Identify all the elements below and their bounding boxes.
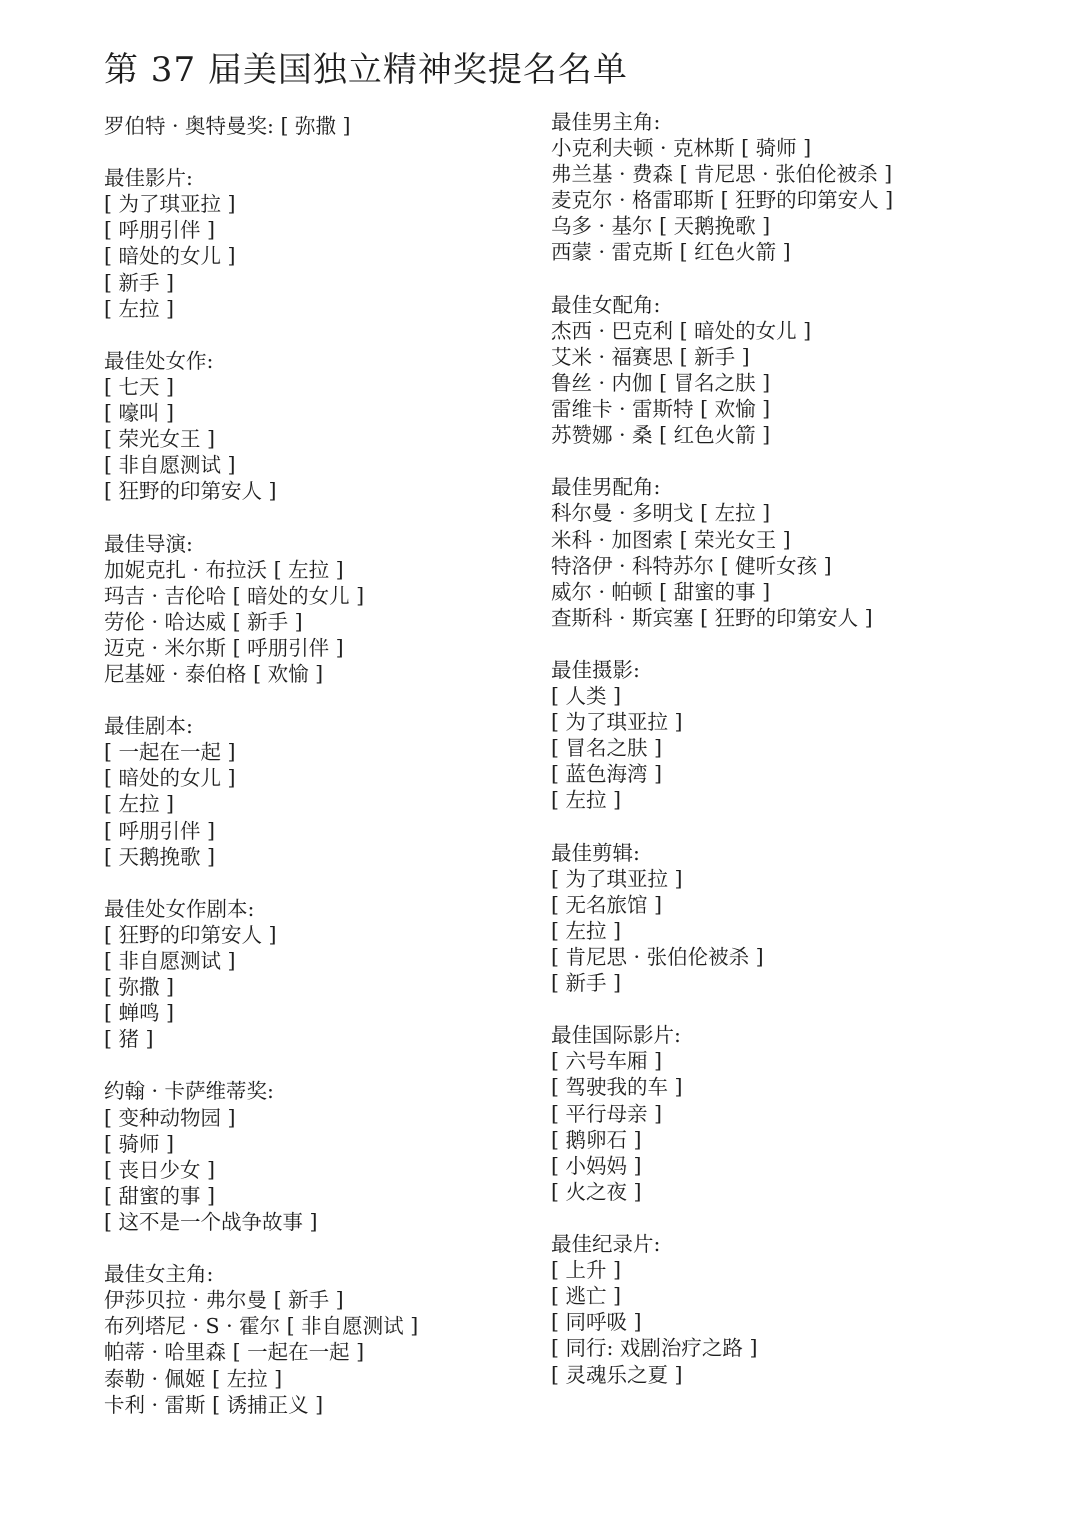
- category-heading: 最佳国际影片:: [551, 1023, 681, 1048]
- nominee-entry: [ 为了琪亚拉 ]: [551, 710, 683, 735]
- nominee-entry: [ 变种动物园 ]: [104, 1105, 236, 1130]
- nominee-entry: [ 新手 ]: [104, 270, 175, 295]
- nominee-entry: [ 呼朋引伴 ]: [104, 818, 216, 843]
- nominee-entry: [ 蝉鸣 ]: [104, 1001, 175, 1026]
- award-category: [551, 1022, 991, 1205]
- nominee-entry: [ 小妈妈 ]: [551, 1153, 642, 1178]
- nominee-entry: [ 左拉 ]: [551, 918, 622, 943]
- nominee-entry: 杰西 · 巴克利 [ 暗处的女儿 ]: [551, 318, 812, 343]
- nominee-entry: [ 逃亡 ]: [551, 1284, 622, 1309]
- section-spacer: [551, 814, 991, 840]
- nominee-entry: 弗兰基 · 费森 [ 肯尼思 · 张伯伦被杀 ]: [551, 162, 893, 187]
- nominee-entry: [ 非自愿测试 ]: [104, 949, 236, 973]
- nominee-entry: [ 弥撒 ]: [104, 975, 175, 1000]
- nominee-entry: [ 六号车厢 ]: [551, 1049, 663, 1074]
- category-heading: 最佳女配角:: [551, 292, 661, 317]
- nominee-entry: 泰勒 · 佩姬 [ 左拉 ]: [104, 1366, 283, 1391]
- category-heading: 最佳处女作剧本:: [104, 896, 255, 921]
- nominee-entry: [ 丧日少女 ]: [104, 1157, 216, 1182]
- nominee-entry: [ 上升 ]: [551, 1258, 622, 1283]
- section-spacer: [551, 266, 991, 292]
- nominee-entry: 特洛伊 · 科特苏尔 [ 健听女孩 ]: [551, 553, 832, 578]
- award-category: [104, 531, 544, 688]
- category-heading: 最佳影片:: [104, 166, 193, 191]
- section-spacer: [104, 139, 544, 165]
- nominee-entry: [ 暗处的女儿 ]: [104, 766, 236, 791]
- award-category: [551, 109, 991, 266]
- nominee-entry: 尼基娅 · 泰伯格 [ 欢愉 ]: [104, 661, 324, 686]
- award-category: [104, 348, 544, 505]
- nominee-entry: [ 鹅卵石 ]: [551, 1127, 642, 1152]
- nominee-entry: [ 左拉 ]: [104, 792, 175, 817]
- nominee-entry: [ 嚎叫 ]: [104, 401, 175, 426]
- nominee-entry: 西蒙 · 雷克斯 [ 红色火箭 ]: [551, 240, 791, 265]
- section-spacer: [551, 631, 991, 657]
- category-heading: 最佳处女作:: [104, 348, 214, 373]
- nominee-entry: [ 天鹅挽歌 ]: [104, 844, 216, 869]
- nominee-entry: 帕蒂 · 哈里森 [ 一起在一起 ]: [104, 1340, 365, 1365]
- section-spacer: [104, 322, 544, 348]
- nominee-entry: [ 同行: 戏剧治疗之路 ]: [551, 1336, 758, 1361]
- section-spacer: [104, 504, 544, 530]
- category-heading: 罗伯特 · 奥特曼奖: [ 弥撒 ]: [104, 114, 351, 138]
- page-title: 第 37 届美国独立精神奖提名名单: [104, 50, 628, 90]
- award-category: [104, 896, 544, 1053]
- nominee-entry: [ 同呼吸 ]: [551, 1310, 642, 1335]
- category-heading: 约翰 · 卡萨维蒂奖:: [104, 1079, 274, 1104]
- nominee-entry: [ 暗处的女儿 ]: [104, 244, 236, 269]
- category-heading: 最佳男配角:: [551, 475, 661, 500]
- nominee-entry: [ 骑师 ]: [104, 1131, 175, 1156]
- nominee-entry: 伊莎贝拉 · 弗尔曼 [ 新手 ]: [104, 1288, 344, 1313]
- category-heading: 最佳女主角:: [104, 1262, 214, 1287]
- nominee-entry: 鲁丝 · 内伽 [ 冒名之肤 ]: [551, 370, 771, 395]
- nominee-entry: [ 呼朋引伴 ]: [104, 218, 216, 243]
- section-spacer: [551, 1205, 991, 1231]
- nominee-entry: [ 灵魂乐之夏 ]: [551, 1362, 683, 1387]
- award-category: [551, 292, 991, 449]
- nominee-entry: 科尔曼 · 多明戈 [ 左拉 ]: [551, 501, 771, 526]
- nominee-entry: 布列塔尼 · S · 霍尔 [ 非自愿测试 ]: [104, 1314, 419, 1339]
- nominee-entry: 雷维卡 · 雷斯特 [ 欢愉 ]: [551, 397, 771, 422]
- nominee-entry: 查斯科 · 斯宾塞 [ 狂野的印第安人 ]: [551, 605, 873, 630]
- nominee-entry: 艾米 · 福赛思 [ 新手 ]: [551, 344, 750, 369]
- award-category: [551, 1231, 991, 1388]
- nominee-entry: 卡利 · 雷斯 [ 诱捕正义 ]: [104, 1392, 324, 1417]
- nominee-entry: [ 非自愿测试 ]: [104, 453, 236, 478]
- nominee-entry: [ 狂野的印第安人 ]: [104, 922, 277, 947]
- nominee-entry: 米科 · 加图索 [ 荣光女王 ]: [551, 527, 791, 552]
- nominee-entry: [ 蓝色海湾 ]: [551, 762, 663, 787]
- award-category: [104, 113, 544, 139]
- category-heading: 最佳男主角:: [551, 110, 661, 134]
- nominee-entry: [ 为了琪亚拉 ]: [551, 866, 683, 891]
- award-category: [104, 1261, 544, 1418]
- nominee-entry: 威尔 · 帕顿 [ 甜蜜的事 ]: [551, 579, 771, 604]
- nominee-entry: 小克利夫顿 · 克林斯 [ 骑师 ]: [551, 136, 812, 161]
- nominee-entry: [ 驾驶我的车 ]: [551, 1075, 683, 1100]
- nominee-entry: [ 这不是一个战争故事 ]: [104, 1209, 318, 1234]
- category-heading: 最佳剪辑:: [551, 840, 640, 865]
- nominee-entry: 加妮克扎 · 布拉沃 [ 左拉 ]: [104, 557, 344, 582]
- nominee-entry: [ 一起在一起 ]: [104, 740, 236, 765]
- left-column: [104, 113, 544, 1418]
- nominee-entry: 麦克尔 · 格雷耶斯 [ 狂野的印第安人 ]: [551, 188, 894, 213]
- nominee-entry: [ 平行母亲 ]: [551, 1101, 663, 1126]
- nominee-entry: 玛吉 · 吉伦哈 [ 暗处的女儿 ]: [104, 583, 365, 608]
- nominee-entry: [ 无名旅馆 ]: [551, 892, 663, 917]
- category-heading: 最佳纪录片:: [551, 1232, 661, 1257]
- nominee-entry: [ 肯尼思 · 张伯伦被杀 ]: [551, 945, 764, 969]
- category-heading: 最佳导演:: [104, 531, 193, 556]
- nominee-entry: [ 冒名之肤 ]: [551, 736, 663, 761]
- award-category: [551, 657, 991, 814]
- category-heading: 最佳剧本:: [104, 714, 193, 739]
- nominee-entry: 乌多 · 基尔 [ 天鹅挽歌 ]: [551, 214, 771, 239]
- nominee-entry: 迈克 · 米尔斯 [ 呼朋引伴 ]: [104, 635, 344, 660]
- nominee-entry: [ 荣光女王 ]: [104, 427, 216, 452]
- award-category: [104, 165, 544, 322]
- section-spacer: [104, 687, 544, 713]
- nominee-entry: 苏赞娜 · 桑 [ 红色火箭 ]: [551, 423, 771, 448]
- nominee-entry: [ 猪 ]: [104, 1027, 154, 1052]
- award-category: [551, 840, 991, 997]
- nominee-entry: [ 左拉 ]: [104, 296, 175, 321]
- nominee-entry: [ 狂野的印第安人 ]: [104, 479, 277, 504]
- nominee-entry: [ 火之夜 ]: [551, 1179, 642, 1204]
- section-spacer: [104, 1052, 544, 1078]
- nominee-entry: [ 七天 ]: [104, 374, 175, 399]
- section-spacer: [104, 1235, 544, 1261]
- nominee-entry: 劳伦 · 哈达威 [ 新手 ]: [104, 609, 303, 634]
- nominee-entry: [ 人类 ]: [551, 684, 622, 709]
- category-heading: 最佳摄影:: [551, 657, 640, 682]
- nominee-entry: [ 新手 ]: [551, 971, 622, 996]
- award-category: [104, 1078, 544, 1235]
- section-spacer: [551, 448, 991, 474]
- award-category: [104, 713, 544, 870]
- nominee-entry: [ 为了琪亚拉 ]: [104, 192, 236, 217]
- nominee-entry: [ 甜蜜的事 ]: [104, 1183, 216, 1208]
- nominee-entry: [ 左拉 ]: [551, 788, 622, 813]
- right-column: [551, 109, 991, 1388]
- section-spacer: [104, 870, 544, 896]
- award-category: [551, 474, 991, 631]
- section-spacer: [551, 996, 991, 1022]
